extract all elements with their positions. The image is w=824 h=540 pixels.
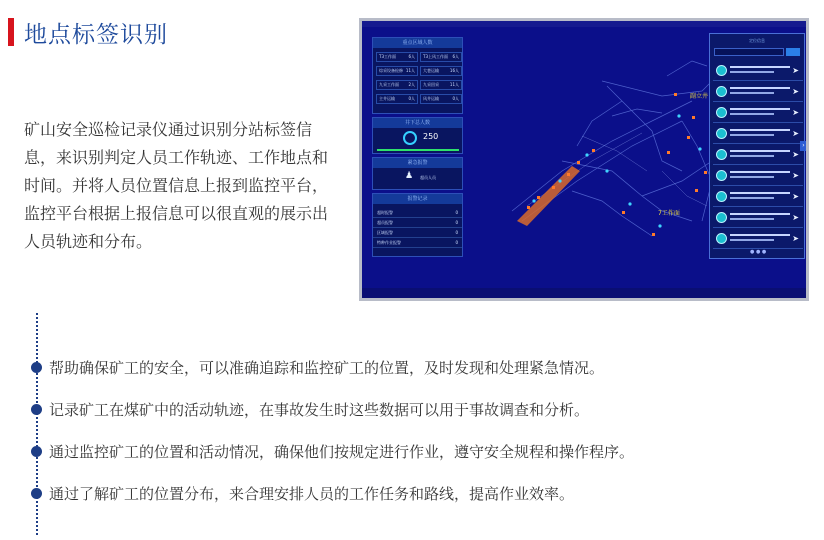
avatar [716, 65, 727, 76]
avatar [716, 86, 727, 97]
send-icon[interactable]: ➤ [792, 66, 799, 75]
send-icon[interactable]: ➤ [792, 171, 799, 180]
avatar [716, 149, 727, 160]
send-icon[interactable]: ➤ [792, 108, 799, 117]
bullet-dot [31, 488, 42, 499]
panel-title: 定位信息 [749, 38, 765, 43]
send-icon[interactable]: ➤ [792, 192, 799, 201]
person-list-item[interactable] [713, 104, 803, 123]
total-people-value: 250 [423, 132, 439, 141]
send-icon[interactable]: ➤ [792, 234, 799, 243]
avatar [716, 212, 727, 223]
avatar [716, 191, 727, 202]
bullet-text: 记录矿工在煤矿中的活动轨迹，在事故发生时这些数据可以用于事故调查和分析。 [49, 401, 590, 419]
person-list-item[interactable] [713, 83, 803, 102]
send-icon[interactable]: ➤ [792, 150, 799, 159]
bullet-text: 帮助确保矿工的安全，可以准确追踪和监控矿工的位置，及时发现和处理紧急情况。 [49, 359, 605, 377]
alarm-label: 超员人员 [420, 175, 436, 180]
total-underground-panel [372, 117, 463, 154]
emergency-alarm-panel [372, 157, 463, 190]
person-list-item[interactable] [713, 209, 803, 228]
avatar [716, 233, 727, 244]
send-icon[interactable]: ➤ [792, 129, 799, 138]
person-list-item[interactable] [713, 188, 803, 207]
search-button[interactable] [786, 48, 800, 56]
bullet-dot [31, 404, 42, 415]
area-cell: 大巷运输 16人 [420, 66, 462, 76]
panel-title: 报警记录 [373, 194, 462, 204]
pagination-dots: ● ● ● [750, 249, 767, 255]
title-accent-bar [8, 18, 14, 46]
person-list-item[interactable] [713, 125, 803, 144]
next-arrow-icon[interactable]: › [800, 141, 807, 151]
avatar [716, 170, 727, 181]
panel-title: 紧急报警 [373, 158, 462, 168]
avatar [716, 107, 727, 118]
area-cell: 九采工作面 2人 [376, 80, 418, 90]
alarm-record-row: 区域报警 0 [373, 228, 462, 238]
panel-title: 重点区域人数 [373, 38, 462, 48]
alarm-records-panel [372, 193, 463, 257]
description-text: 矿山安全巡检记录仪通过识别分站标签信息，来识别判定人员工作轨迹、工作地点和时间。并将人员位置信息上报到监控平台，监控平台根据上报信息可以很直观的展示出人员轨迹和分布。 [24, 120, 329, 251]
area-cell: 风井运输 0人 [420, 94, 462, 104]
bullet-text: 通过监控矿工的位置和活动情况，确保他们按规定进行作业，遵守安全规程和操作程序。 [49, 443, 635, 461]
send-icon[interactable]: ➤ [792, 87, 799, 96]
people-count-icon [403, 131, 417, 145]
person-list-item[interactable] [713, 62, 803, 81]
status-line [377, 149, 459, 151]
panel-title: 井下总人数 [373, 118, 462, 128]
page-title: 地点标签识别 [24, 22, 168, 48]
alarm-record-row: 超员报警 0 [373, 218, 462, 228]
bullet-dotted-line [36, 313, 38, 535]
map-label-workface: 7工作面 [658, 210, 680, 217]
avatar [716, 128, 727, 139]
bullet-dot [31, 446, 42, 457]
map-label-auxiliary-shaft: 副立井 [690, 93, 709, 100]
area-cell: T3工作面 6人 [376, 52, 418, 62]
area-cell: 综采设备检修 11人 [376, 66, 418, 76]
area-cell: 主井运输 0人 [376, 94, 418, 104]
monitoring-platform-screenshot [359, 18, 809, 301]
bullet-dot [31, 362, 42, 373]
person-list-item[interactable] [713, 167, 803, 186]
person-list-item[interactable] [713, 146, 803, 165]
bullet-text: 通过了解矿工的位置分布，来合理安排人员的工作任务和路线，提高作业效率。 [49, 485, 575, 503]
person-list-item[interactable] [713, 230, 803, 249]
alarm-record-row: 特种作业报警 0 [373, 238, 462, 248]
person-icon: ♟ [405, 171, 414, 181]
area-cell: T3上风工作面 6人 [420, 52, 462, 62]
alarm-record-row: 超时报警 0 [373, 208, 462, 218]
location-info-panel [709, 33, 805, 259]
send-icon[interactable]: ➤ [792, 213, 799, 222]
area-cell: 九采回采 11人 [420, 80, 462, 90]
search-input[interactable] [714, 48, 784, 56]
key-area-count-panel [372, 37, 463, 114]
